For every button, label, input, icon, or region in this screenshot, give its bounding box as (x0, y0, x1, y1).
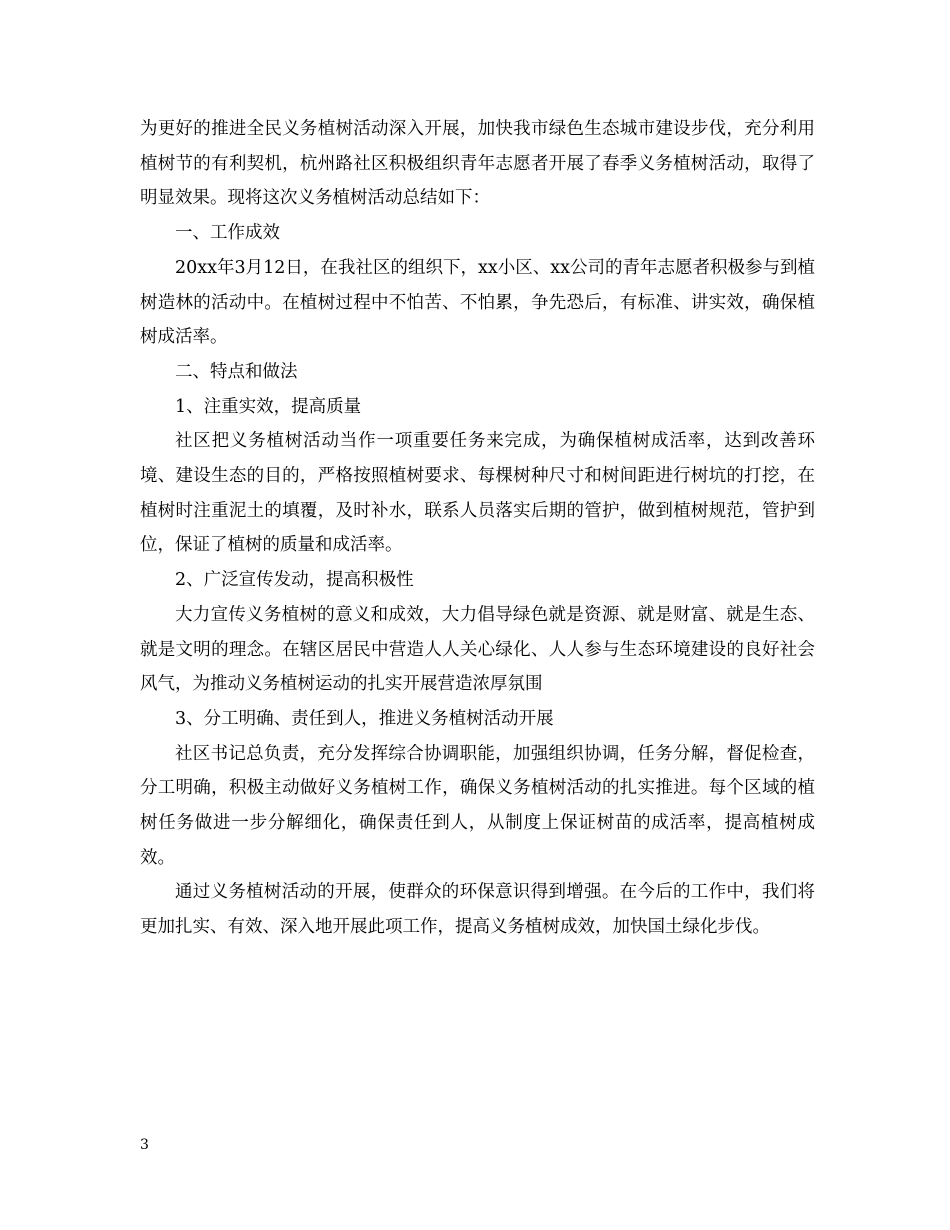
subheading-1: 1、注重实效，提高质量 (175, 396, 362, 417)
intro-paragraph: 为更好的推进全民义务植树活动深入开展，加快我市绿色生态城市建设步伐，充分利用植树节的有利契机，杭州路社区积极组织青年志愿者开展了春季义务植树活动，取得了明显效果。现将这次义务植树活动总结如下： (140, 119, 815, 209)
subheading-3: 3、分工明确、责任到人，推进义务植树活动开展 (175, 708, 554, 729)
subheading-2: 2、广泛宣传发动，提高积极性 (175, 570, 414, 591)
document-body (140, 112, 815, 945)
heading-work-results: 一、工作成效 (175, 223, 280, 244)
subheading-2-paragraph: 大力宣传义务植树的意义和成效，大力倡导绿色就是资源、就是财富、就是生态、就是文明的理念。在辖区居民中营造人人关心绿化、人人参与生态环境建设的良好社会风气，为推动义务植树运动的扎实开展营造浓厚氛围 (140, 604, 815, 695)
conclusion-paragraph: 通过义务植树活动的开展，使群众的环保意识得到增强。在今后的工作中，我们将更加扎实、有效、深入地开展此项工作，提高义务植树成效，加快国土绿化步伐。 (140, 882, 815, 938)
subheading-1-paragraph: 社区把义务植树活动当作一项重要任务来完成，为确保植树成活率，达到改善环境、建设生态的目的，严格按照植树要求、每棵树种尺寸和树间距进行树坑的打挖，在植树时注重泥土的填覆，及时补水，联系人员落实后期的管护，做到植树规范，管护到位，保证了植树的质量和成活率。 (140, 431, 815, 556)
page-number: 3 (140, 1137, 149, 1153)
subheading-3-paragraph: 社区书记总负责，充分发挥综合协调职能，加强组织协调，任务分解，督促检查，分工明确，积极主动做好义务植树工作，确保义务植树活动的扎实推进。每个区域的植树任务做进一步分解细化，确保责任到人，从制度上保证树苗的成活率，提高植树成效。 (140, 743, 815, 868)
work-results-paragraph: 20xx年3月12日，在我社区的组织下，xx小区、xx公司的青年志愿者积极参与到植树造林的活动中。在植树过程中不怕苦、不怕累，争先恐后，有标准、讲实效，确保植树成活率。 (140, 257, 815, 348)
heading-features-methods: 二、特点和做法 (175, 361, 298, 382)
